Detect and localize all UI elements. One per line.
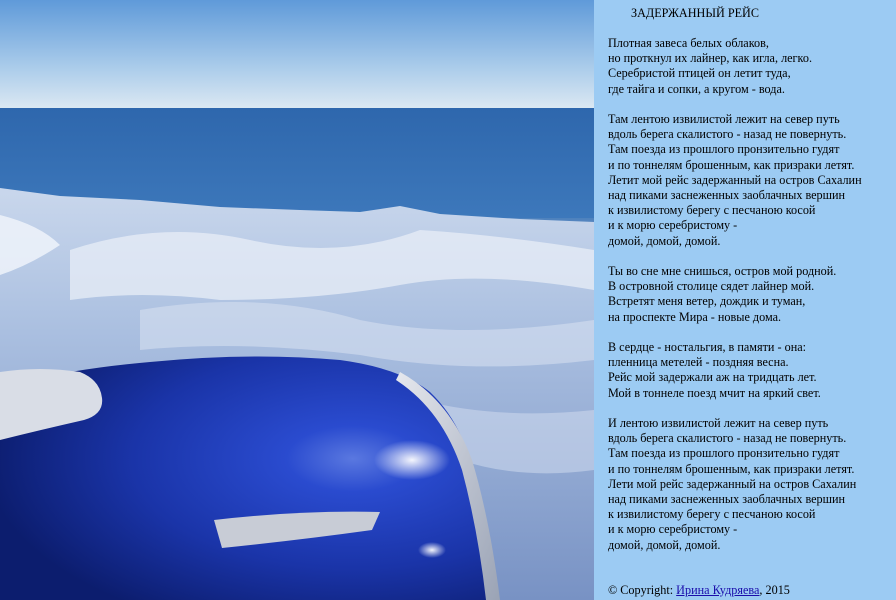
poem-line: и по тоннелям брошенным, как призраки летят. (608, 461, 855, 476)
poem-body (608, 36, 892, 568)
poem-line: пленница метелей - поздняя весна. (608, 355, 789, 370)
poem-line: Рейс мой задержали аж на тридцать лет. (608, 370, 817, 385)
author-link[interactable]: Ирина Кудряева (676, 583, 760, 597)
poem-line: Летит мой рейс задержанный на остров Сахалин (608, 172, 862, 187)
poem-line: В островной столице сядет лайнер мой. (608, 279, 815, 294)
poem-line: к извилистому берегу с песчаною косой (608, 203, 816, 218)
poem-line: Мой в тоннеле поезд мчит на яркий свет. (608, 385, 821, 400)
copyright-notice (608, 583, 790, 598)
copyright-year: , 2015 (759, 583, 790, 597)
poem-line: Там поезда из прошлого пронзительно гудят (608, 142, 840, 157)
stanza (608, 112, 892, 249)
poem-line: над пиками заснеженных заоблачных вершин (608, 492, 846, 507)
poem-line: и к морю серебристому - (608, 218, 738, 233)
sky (0, 0, 594, 110)
stanza (608, 264, 892, 325)
poem-line: Встретят меня ветер, дождик и туман, (608, 294, 806, 309)
poem-line: домой, домой, домой. (608, 233, 721, 248)
poem-line: и к морю серебристому - (608, 522, 738, 537)
copyright-prefix: © Copyright: (608, 583, 677, 597)
poem-line: к извилистому берегу с песчаною косой (608, 507, 816, 522)
poem-line: Плотная завеса белых облаков, (608, 36, 769, 50)
poem-line: Лети мой рейс задержанный на остров Сахалин (608, 476, 857, 491)
poem-line: Там лентою извилистой лежит на север путь (608, 112, 840, 126)
stanza (608, 416, 892, 553)
poem-line: И лентою извилистой лежит на север путь (608, 416, 829, 431)
poem-line: но проткнул их лайнер, как игла, легко. (608, 51, 812, 66)
poem-panel (594, 0, 896, 600)
poem-line: вдоль берега скалистого - назад не повернуть. (608, 127, 847, 142)
poem-line: Ты во сне мне снишься, остров мой родной. (608, 264, 837, 279)
sun-glare-small (418, 542, 446, 558)
stanza (608, 36, 892, 97)
poem-line: Там поезда из прошлого пронзительно гудят (608, 446, 840, 461)
poem-line: домой, домой, домой. (608, 537, 721, 552)
poem-line: и по тоннелям брошенным, как призраки летят. (608, 157, 855, 172)
poem-line: на проспекте Мира - новые дома. (608, 309, 782, 324)
poem-line: В сердце - ностальгия, в памяти - она: (608, 340, 807, 355)
stanza (608, 340, 892, 401)
poem-line: где тайга и сопки, а кругом - вода. (608, 81, 785, 96)
poem-title: ЗАДЕРЖАННЫЙ РЕЙС (631, 6, 759, 20)
poem-line: вдоль берега скалистого - назад не повернуть. (608, 431, 847, 446)
sun-glare (374, 440, 450, 480)
poem-line: Серебристой птицей он летит туда, (608, 66, 791, 81)
poem-line: над пиками заснеженных заоблачных вершин (608, 188, 846, 203)
